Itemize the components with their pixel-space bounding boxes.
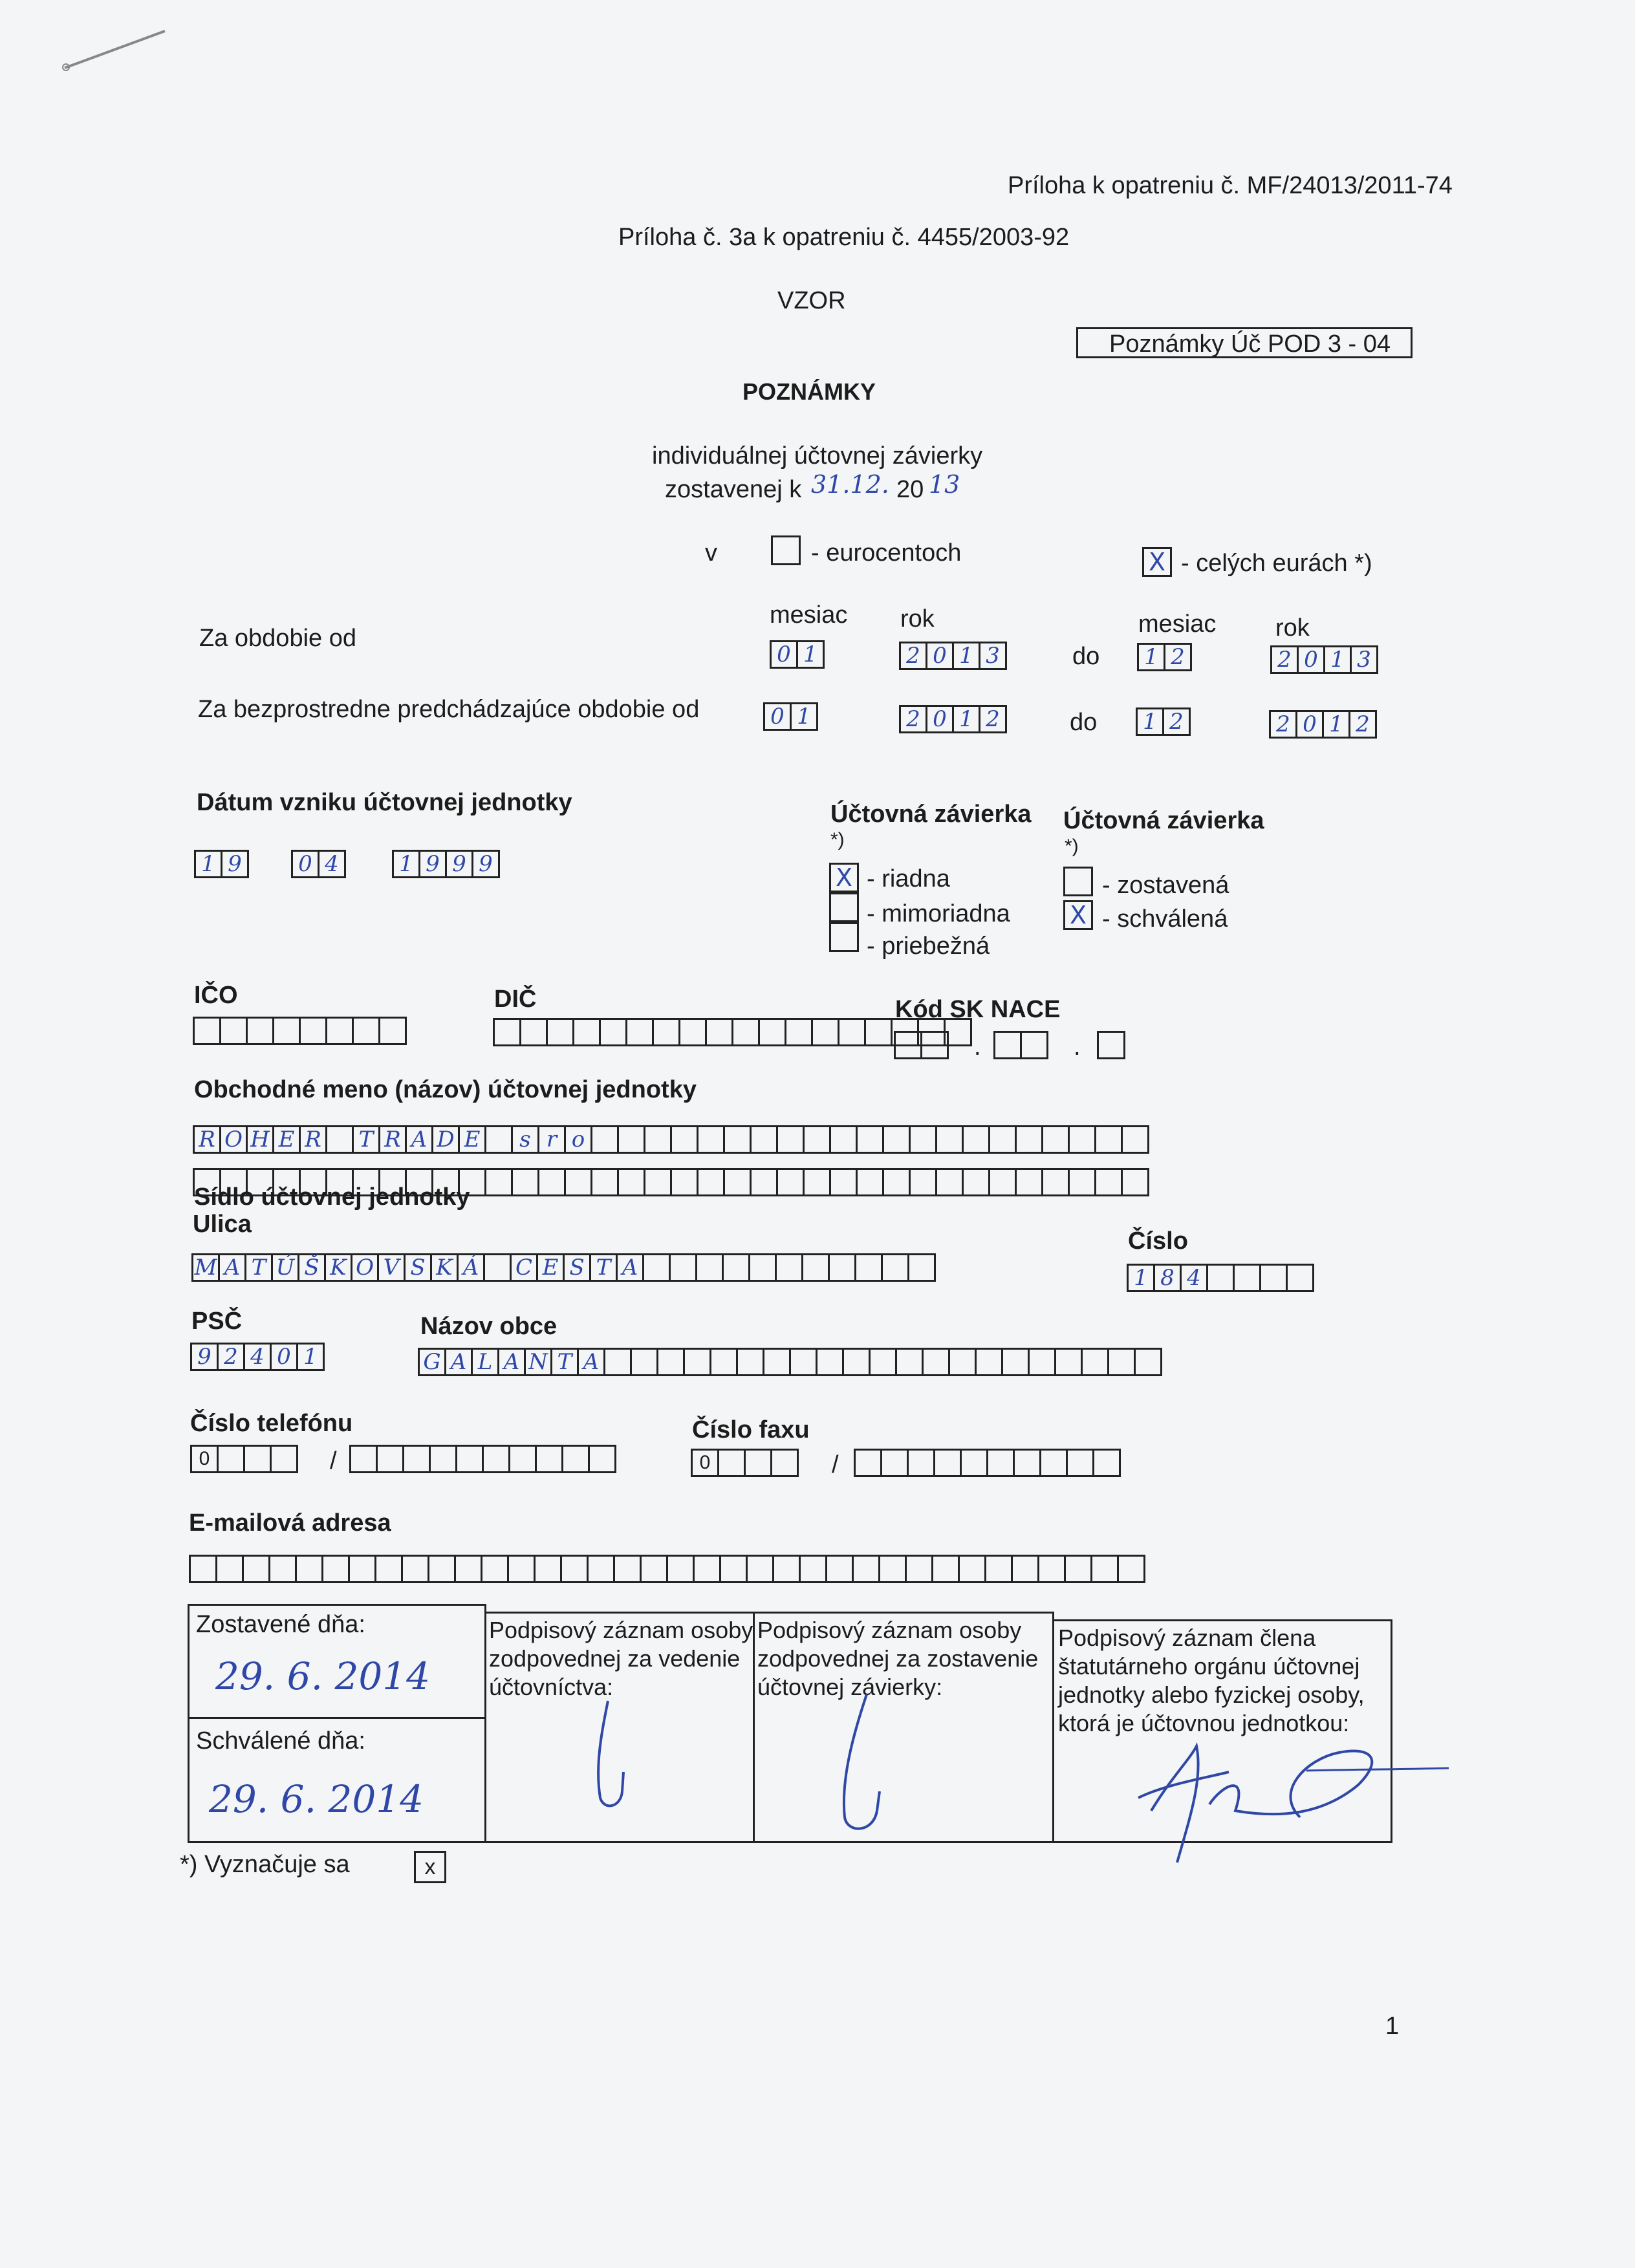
- char-cell[interactable]: [829, 1168, 858, 1196]
- char-cell[interactable]: [1041, 1168, 1070, 1196]
- digit-cell[interactable]: 0: [926, 705, 954, 733]
- digit-cell[interactable]: 9: [471, 850, 500, 878]
- char-cell[interactable]: [905, 1555, 933, 1583]
- char-cell[interactable]: [617, 1125, 645, 1154]
- char-cell[interactable]: 1: [1127, 1264, 1155, 1292]
- compiled-on-label: Zostavené dňa:: [196, 1611, 365, 1638]
- email-field[interactable]: [189, 1555, 1143, 1583]
- digit-cell[interactable]: 2: [1270, 645, 1299, 674]
- pen-mark: [58, 26, 175, 78]
- char-cell[interactable]: [909, 1168, 937, 1196]
- char-cell[interactable]: [803, 1168, 831, 1196]
- char-cell[interactable]: T: [244, 1253, 273, 1282]
- char-cell[interactable]: A: [444, 1348, 473, 1376]
- char-cell[interactable]: R: [193, 1125, 221, 1154]
- char-cell[interactable]: [1107, 1348, 1136, 1376]
- fax-prefix-field[interactable]: [691, 1449, 797, 1477]
- char-cell[interactable]: 4: [243, 1343, 272, 1371]
- char-cell[interactable]: [854, 1253, 883, 1282]
- company-name-label: Obchodné meno (názov) účtovnej jednotky: [194, 1076, 697, 1103]
- char-cell[interactable]: N: [524, 1348, 552, 1376]
- char-cell[interactable]: Š: [298, 1253, 326, 1282]
- char-cell[interactable]: [748, 1253, 777, 1282]
- char-cell[interactable]: [483, 1253, 512, 1282]
- current-from-year[interactable]: [899, 642, 1005, 670]
- doc-code: Poznámky Úč POD 3 - 04: [1109, 330, 1391, 358]
- char-cell[interactable]: [1037, 1555, 1066, 1583]
- statement-type-note: *): [830, 829, 845, 850]
- digit-cell[interactable]: 1: [194, 850, 222, 878]
- char-cell[interactable]: O: [351, 1253, 379, 1282]
- char-cell[interactable]: [587, 1555, 615, 1583]
- char-cell[interactable]: T: [550, 1348, 579, 1376]
- statement-type-label: Účtovná závierka: [830, 801, 1032, 828]
- vzor-label: VZOR: [777, 287, 846, 314]
- char-cell[interactable]: R: [378, 1125, 407, 1154]
- char-cell[interactable]: E: [272, 1125, 301, 1154]
- page-number: 1: [1385, 2013, 1400, 2040]
- phone-label: Číslo telefónu: [190, 1410, 353, 1437]
- nace-label: Kód SK NACE: [895, 996, 1061, 1023]
- char-cell[interactable]: [842, 1348, 871, 1376]
- char-cell[interactable]: [1041, 1125, 1070, 1154]
- char-cell[interactable]: [348, 1555, 376, 1583]
- char-cell[interactable]: [630, 1348, 658, 1376]
- char-cell[interactable]: [642, 1253, 671, 1282]
- digit-cell[interactable]: 4: [318, 850, 346, 878]
- char-cell[interactable]: 1: [296, 1343, 325, 1371]
- compiled-century: 20: [896, 476, 924, 503]
- char-cell[interactable]: [709, 1348, 738, 1376]
- digit-cell[interactable]: 9: [418, 850, 447, 878]
- char-cell[interactable]: [1001, 1348, 1030, 1376]
- char-cell[interactable]: [1068, 1168, 1096, 1196]
- char-cell[interactable]: [537, 1168, 566, 1196]
- company-name-row-1[interactable]: [193, 1125, 1147, 1154]
- compiled-prefix: zostavenej k: [665, 476, 802, 503]
- char-cell[interactable]: [656, 1348, 685, 1376]
- compiled-day-month: 31.12.: [811, 470, 889, 499]
- previous-period-label: Za bezprostredne predchádzajúce obdobie od: [198, 696, 700, 723]
- char-cell[interactable]: [1134, 1348, 1162, 1376]
- email-label: E-mailová adresa: [189, 1509, 391, 1537]
- char-cell[interactable]: [723, 1168, 752, 1196]
- founding-label: Dátum vzniku účtovnej jednotky: [197, 789, 572, 816]
- footnote-checkbox: x: [414, 1851, 446, 1883]
- compiled-on-date: 29. 6. 2014: [215, 1654, 431, 1698]
- compiled-on-cell: [188, 1604, 486, 1843]
- char-cell[interactable]: A: [497, 1348, 526, 1376]
- char-cell[interactable]: [984, 1555, 1013, 1583]
- char-cell[interactable]: [1011, 1555, 1039, 1583]
- period-to-year-label: rok: [1275, 614, 1310, 642]
- char-cell[interactable]: [869, 1348, 897, 1376]
- psc-field[interactable]: [190, 1343, 323, 1371]
- current-period-label: Za obdobie od: [199, 625, 356, 652]
- char-cell[interactable]: T: [589, 1253, 618, 1282]
- char-cell[interactable]: [683, 1348, 711, 1376]
- char-cell[interactable]: [803, 1125, 831, 1154]
- char-cell[interactable]: [428, 1555, 456, 1583]
- char-cell[interactable]: A: [616, 1253, 644, 1282]
- digit-cell[interactable]: 9: [221, 850, 249, 878]
- digit-cell[interactable]: 3: [979, 642, 1007, 670]
- char-cell[interactable]: [958, 1555, 986, 1583]
- street-field[interactable]: [191, 1253, 934, 1282]
- digit-cell[interactable]: 2: [1269, 710, 1297, 739]
- digit-cell[interactable]: 2: [899, 642, 927, 670]
- char-cell[interactable]: [640, 1555, 668, 1583]
- fax-slash: /: [832, 1451, 839, 1478]
- current-to-year[interactable]: [1270, 645, 1376, 674]
- char-cell[interactable]: [746, 1555, 774, 1583]
- char-cell[interactable]: H: [246, 1125, 274, 1154]
- phone-slash: /: [330, 1447, 337, 1474]
- char-cell[interactable]: [931, 1555, 960, 1583]
- char-cell[interactable]: [750, 1168, 778, 1196]
- char-cell[interactable]: Ú: [271, 1253, 299, 1282]
- char-cell[interactable]: [1259, 1264, 1288, 1292]
- char-cell[interactable]: [1286, 1264, 1314, 1292]
- char-cell[interactable]: [454, 1555, 482, 1583]
- digit-cell[interactable]: 0: [1295, 710, 1324, 739]
- char-cell[interactable]: [962, 1125, 990, 1154]
- digit-cell[interactable]: 1: [952, 705, 980, 733]
- char-cell[interactable]: [882, 1125, 911, 1154]
- current-from-month[interactable]: [770, 640, 823, 669]
- digit-cell[interactable]: 3: [1350, 645, 1378, 674]
- digit-cell[interactable]: 9: [445, 850, 473, 878]
- digit-cell[interactable]: 0: [763, 702, 792, 731]
- char-cell[interactable]: L: [471, 1348, 499, 1376]
- char-cell[interactable]: [560, 1555, 589, 1583]
- digit-cell[interactable]: 1: [796, 640, 825, 669]
- previous-to-year[interactable]: [1269, 710, 1375, 739]
- char-cell[interactable]: [829, 1125, 858, 1154]
- char-cell[interactable]: [1117, 1555, 1145, 1583]
- char-cell[interactable]: [295, 1555, 323, 1583]
- street-label: Ulica: [193, 1211, 252, 1238]
- char-cell[interactable]: [1015, 1125, 1043, 1154]
- char-cell[interactable]: [697, 1125, 725, 1154]
- char-cell[interactable]: [1054, 1348, 1083, 1376]
- char-cell[interactable]: [693, 1555, 721, 1583]
- statement-state-note: *): [1065, 836, 1079, 857]
- zostavena-checkbox[interactable]: [1063, 867, 1093, 896]
- approved-on-label: Schválené dňa:: [196, 1727, 365, 1755]
- char-cell[interactable]: [776, 1168, 805, 1196]
- char-cell[interactable]: [1121, 1168, 1149, 1196]
- founding-day[interactable]: [194, 850, 247, 878]
- phone-prefix-field[interactable]: [190, 1445, 296, 1473]
- nace-part3[interactable]: [1097, 1031, 1123, 1059]
- euros-label: - celých eurách *): [1181, 550, 1372, 577]
- char-cell[interactable]: G: [418, 1348, 446, 1376]
- char-cell[interactable]: [1081, 1348, 1109, 1376]
- previous-from-month[interactable]: [763, 702, 816, 731]
- char-cell[interactable]: [948, 1348, 977, 1376]
- char-cell[interactable]: O: [219, 1125, 248, 1154]
- char-cell[interactable]: [775, 1253, 803, 1282]
- char-cell[interactable]: [644, 1168, 672, 1196]
- char-cell[interactable]: [321, 1555, 350, 1583]
- digit-cell[interactable]: 1: [392, 850, 420, 878]
- approved-on-date: 29. 6. 2014: [209, 1777, 424, 1821]
- digit-cell[interactable]: 0: [1297, 645, 1325, 674]
- ico-field[interactable]: [193, 1017, 405, 1045]
- char-cell[interactable]: [975, 1348, 1003, 1376]
- current-do-label: do: [1072, 643, 1100, 670]
- char-cell[interactable]: [816, 1348, 844, 1376]
- char-cell[interactable]: [590, 1168, 619, 1196]
- char-cell[interactable]: T: [352, 1125, 380, 1154]
- char-cell[interactable]: 9: [190, 1343, 219, 1371]
- char-cell[interactable]: [1121, 1125, 1149, 1154]
- char-cell[interactable]: s: [511, 1125, 539, 1154]
- psc-label: PSČ: [191, 1308, 243, 1335]
- eurocents-checkbox[interactable]: [771, 535, 801, 565]
- priebezna-checkbox[interactable]: [829, 922, 859, 952]
- char-cell[interactable]: [723, 1125, 752, 1154]
- char-cell[interactable]: A: [577, 1348, 605, 1376]
- signature-1: [582, 1694, 653, 1824]
- char-cell[interactable]: [1233, 1264, 1261, 1292]
- char-cell[interactable]: 2: [217, 1343, 245, 1371]
- char-cell[interactable]: [1068, 1125, 1096, 1154]
- char-cell[interactable]: [481, 1555, 509, 1583]
- city-label: Názov obce: [420, 1313, 558, 1340]
- char-cell[interactable]: [801, 1253, 830, 1282]
- char-cell[interactable]: [603, 1348, 632, 1376]
- digit-cell[interactable]: 2: [1348, 710, 1377, 739]
- char-cell[interactable]: [617, 1168, 645, 1196]
- char-cell[interactable]: [507, 1555, 536, 1583]
- digit-cell[interactable]: 1: [790, 702, 818, 731]
- char-cell[interactable]: S: [404, 1253, 432, 1282]
- char-cell[interactable]: E: [458, 1125, 486, 1154]
- char-cell[interactable]: [895, 1348, 924, 1376]
- digit-cell[interactable]: 0: [291, 850, 319, 878]
- nace-part2[interactable]: [993, 1031, 1046, 1059]
- char-cell[interactable]: 0: [270, 1343, 298, 1371]
- digit-cell[interactable]: 2: [1162, 707, 1191, 736]
- priebezna-label: - priebežná: [867, 933, 990, 960]
- char-cell[interactable]: o: [564, 1125, 592, 1154]
- period-year-label: rok: [900, 605, 935, 632]
- char-cell[interactable]: [484, 1168, 513, 1196]
- digit-cell[interactable]: 2: [1164, 643, 1192, 671]
- digit-cell[interactable]: 2: [899, 705, 927, 733]
- char-cell[interactable]: [882, 1168, 911, 1196]
- char-cell[interactable]: [878, 1555, 907, 1583]
- char-cell[interactable]: [763, 1348, 791, 1376]
- annex-sub: Príloha č. 3a k opatreniu č. 4455/2003-92: [618, 224, 1070, 251]
- current-to-month[interactable]: [1137, 643, 1190, 671]
- char-cell[interactable]: [736, 1348, 764, 1376]
- digit-cell[interactable]: 1: [1322, 710, 1350, 739]
- char-cell[interactable]: [669, 1253, 697, 1282]
- char-cell[interactable]: [988, 1125, 1017, 1154]
- char-cell[interactable]: [988, 1168, 1017, 1196]
- char-cell[interactable]: [776, 1125, 805, 1154]
- char-cell[interactable]: [909, 1125, 937, 1154]
- period-month-label: mesiac: [770, 601, 848, 629]
- char-cell[interactable]: [1015, 1168, 1043, 1196]
- char-cell[interactable]: [935, 1168, 964, 1196]
- doc-code-box: [1076, 327, 1413, 358]
- char-cell[interactable]: [590, 1125, 619, 1154]
- char-cell[interactable]: [750, 1125, 778, 1154]
- annex-main: Príloha k opatreniu č. MF/24013/2011-74: [1008, 172, 1453, 199]
- schvalena-label: - schválená: [1102, 905, 1228, 933]
- char-cell[interactable]: [401, 1555, 429, 1583]
- char-cell[interactable]: [1028, 1348, 1056, 1376]
- seat-label: Sídlo účtovnej jednotky: [194, 1183, 470, 1211]
- digit-cell[interactable]: 1: [1136, 707, 1164, 736]
- founding-year[interactable]: [392, 850, 498, 878]
- char-cell[interactable]: [189, 1555, 217, 1583]
- char-cell[interactable]: [881, 1253, 909, 1282]
- char-cell[interactable]: A: [405, 1125, 433, 1154]
- char-cell[interactable]: [644, 1125, 672, 1154]
- char-cell[interactable]: [695, 1253, 724, 1282]
- char-cell[interactable]: [564, 1168, 592, 1196]
- char-cell[interactable]: [242, 1555, 270, 1583]
- compiled-approved-divider: [189, 1717, 484, 1719]
- char-cell[interactable]: D: [431, 1125, 460, 1154]
- euros-checkbox[interactable]: X: [1142, 547, 1172, 577]
- char-cell[interactable]: [268, 1555, 297, 1583]
- char-cell[interactable]: [856, 1125, 884, 1154]
- char-cell[interactable]: S: [563, 1253, 591, 1282]
- char-cell[interactable]: [772, 1555, 801, 1583]
- char-cell[interactable]: [670, 1168, 698, 1196]
- signature-2: [821, 1688, 912, 1843]
- char-cell[interactable]: r: [537, 1125, 566, 1154]
- page-subtitle: individuálnej účtovnej závierky: [652, 442, 983, 470]
- signature-3: [1125, 1707, 1462, 1875]
- dic-label: DIČ: [494, 986, 537, 1013]
- char-cell[interactable]: [1094, 1125, 1123, 1154]
- riadna-checkbox[interactable]: X: [829, 863, 859, 892]
- char-cell[interactable]: [1206, 1264, 1235, 1292]
- char-cell[interactable]: [1090, 1555, 1119, 1583]
- number-label: Číslo: [1128, 1227, 1188, 1255]
- nace-part1[interactable]: [894, 1031, 947, 1059]
- statement-state-label: Účtovná závierka: [1063, 807, 1264, 834]
- riadna-label: - riadna: [867, 865, 950, 892]
- digit-cell[interactable]: 0: [190, 1445, 219, 1473]
- char-cell[interactable]: [613, 1555, 642, 1583]
- char-cell[interactable]: [825, 1555, 854, 1583]
- footnote-label: *) Vyznačuje sa: [180, 1851, 350, 1878]
- mimoriadna-label: - mimoriadna: [867, 900, 1010, 927]
- fax-number-field[interactable]: [854, 1449, 1119, 1477]
- char-cell[interactable]: E: [536, 1253, 565, 1282]
- signature-statutory-label: Podpisový záznam člena štatutárneho orgánu účtovnej jednotky alebo fyzickej osoby, ktorá je účtovnou jednotkou:: [1058, 1625, 1365, 1736]
- char-cell[interactable]: R: [299, 1125, 327, 1154]
- schvalena-checkbox[interactable]: X: [1063, 900, 1093, 930]
- zostavena-label: - zostavená: [1102, 872, 1229, 899]
- char-cell[interactable]: [484, 1125, 513, 1154]
- char-cell[interactable]: [511, 1168, 539, 1196]
- digit-cell[interactable]: 1: [952, 642, 980, 670]
- fax-label: Číslo faxu: [692, 1416, 810, 1443]
- char-cell[interactable]: [789, 1348, 817, 1376]
- char-cell[interactable]: 4: [1180, 1264, 1208, 1292]
- char-cell[interactable]: [828, 1253, 856, 1282]
- signature-compilation-label: Podpisový záznam osoby zodpovednej za zostavenie účtovnej závierky:: [757, 1617, 1039, 1700]
- number-field[interactable]: [1127, 1264, 1312, 1292]
- char-cell[interactable]: [935, 1125, 964, 1154]
- char-cell[interactable]: K: [430, 1253, 459, 1282]
- previous-to-month[interactable]: [1136, 707, 1189, 736]
- nace-dot-1: .: [974, 1033, 981, 1061]
- char-cell[interactable]: [666, 1555, 695, 1583]
- nace-dot-2: .: [1074, 1033, 1081, 1061]
- previous-do-label: do: [1070, 709, 1098, 736]
- char-cell[interactable]: K: [324, 1253, 352, 1282]
- char-cell[interactable]: [1094, 1168, 1123, 1196]
- eurocents-label: - eurocentoch: [811, 539, 962, 567]
- period-to-month-label: mesiac: [1138, 610, 1217, 638]
- char-cell[interactable]: [907, 1253, 936, 1282]
- signature-accounting-label: Podpisový záznam osoby zodpovednej za vedenie účtovníctva:: [489, 1617, 753, 1700]
- char-cell[interactable]: M: [191, 1253, 220, 1282]
- char-cell[interactable]: [1064, 1555, 1092, 1583]
- founding-month[interactable]: [291, 850, 344, 878]
- digit-cell[interactable]: 0: [770, 640, 798, 669]
- ico-label: IČO: [194, 982, 238, 1009]
- digit-cell[interactable]: 1: [1323, 645, 1352, 674]
- char-cell[interactable]: [215, 1555, 244, 1583]
- char-cell[interactable]: [722, 1253, 750, 1282]
- compiled-year: 13: [929, 470, 960, 499]
- char-cell[interactable]: [534, 1555, 562, 1583]
- currency-v: v: [705, 539, 717, 567]
- char-cell[interactable]: [719, 1555, 748, 1583]
- char-cell[interactable]: V: [377, 1253, 406, 1282]
- char-cell[interactable]: [922, 1348, 950, 1376]
- char-cell[interactable]: [374, 1555, 403, 1583]
- digit-cell[interactable]: 1: [1137, 643, 1165, 671]
- char-cell[interactable]: A: [218, 1253, 246, 1282]
- phone-number-field[interactable]: [349, 1445, 614, 1473]
- char-cell[interactable]: [856, 1168, 884, 1196]
- char-cell[interactable]: C: [510, 1253, 538, 1282]
- digit-cell[interactable]: 0: [926, 642, 954, 670]
- previous-from-year[interactable]: [899, 705, 1005, 733]
- char-cell[interactable]: [962, 1168, 990, 1196]
- char-cell[interactable]: [852, 1555, 880, 1583]
- char-cell[interactable]: [799, 1555, 827, 1583]
- mimoriadna-checkbox[interactable]: [829, 892, 859, 922]
- page-title: POZNÁMKY: [742, 378, 876, 405]
- char-cell[interactable]: 8: [1153, 1264, 1182, 1292]
- char-cell[interactable]: [325, 1125, 354, 1154]
- digit-cell[interactable]: 2: [979, 705, 1007, 733]
- char-cell[interactable]: [697, 1168, 725, 1196]
- digit-cell[interactable]: 0: [691, 1449, 719, 1477]
- char-cell[interactable]: Á: [457, 1253, 485, 1282]
- char-cell[interactable]: [670, 1125, 698, 1154]
- city-field[interactable]: [418, 1348, 1160, 1376]
